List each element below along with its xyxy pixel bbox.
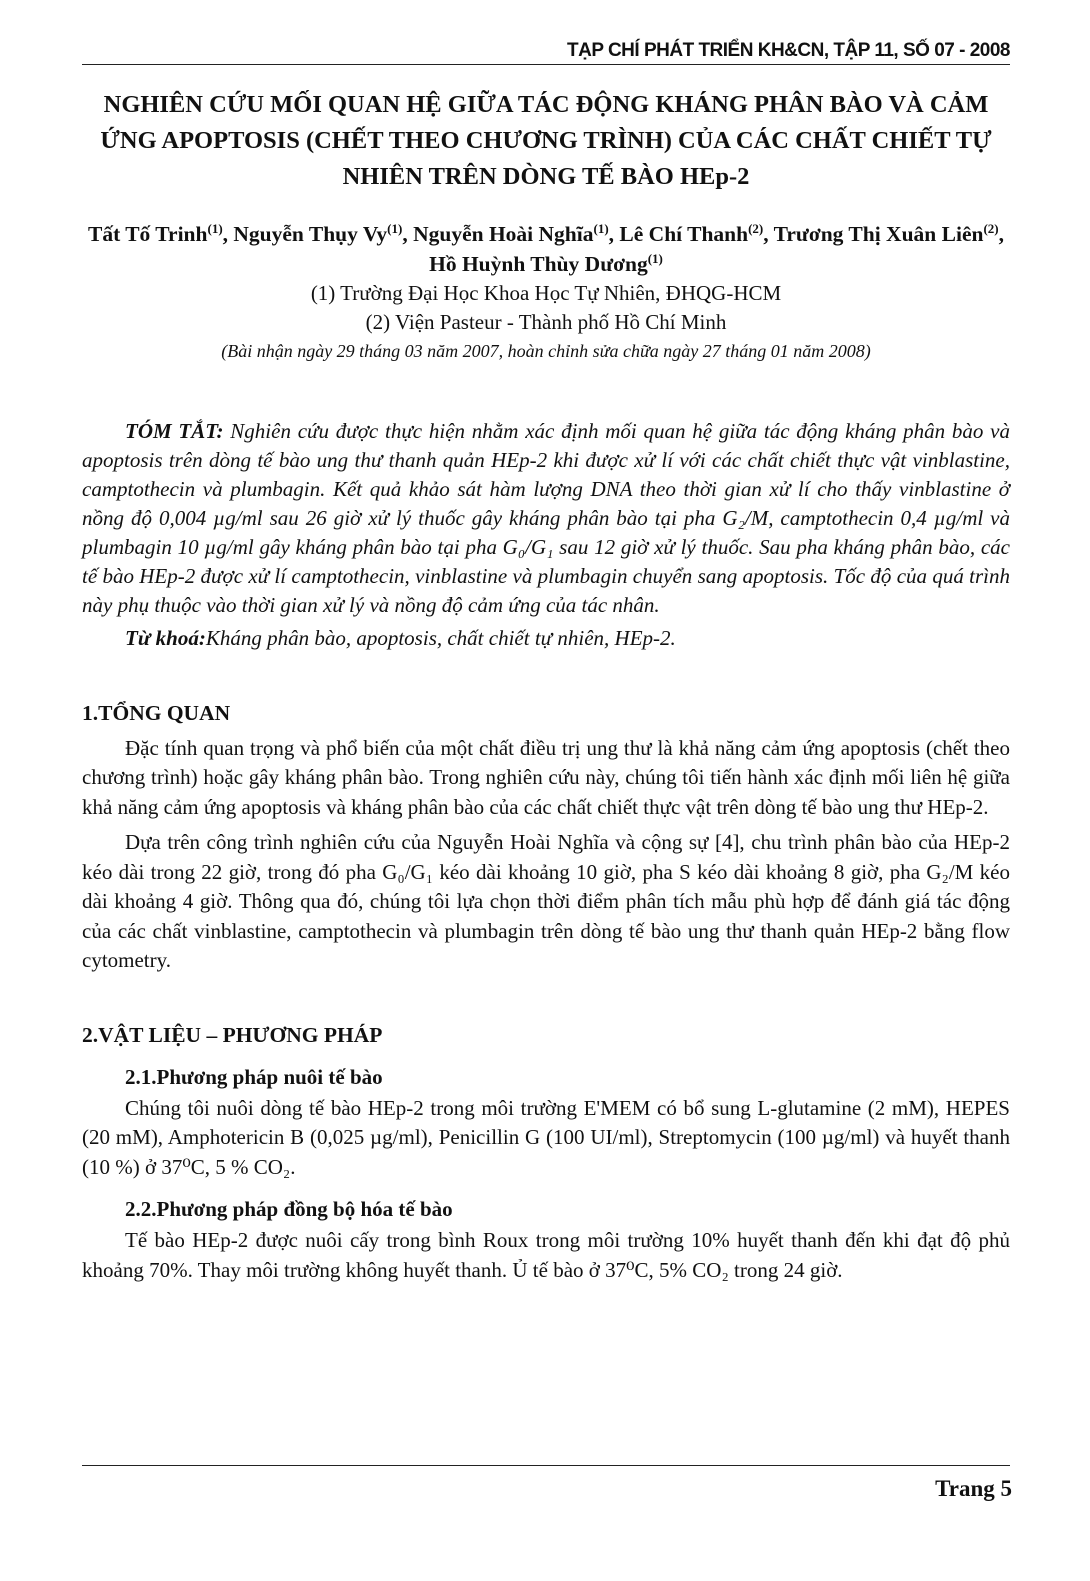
abstract-text: Nghiên cứu được thực hiện nhằm xác định mối quan hệ giữa tác động kháng phân bào và apoptosis trên dòng tế bào ung thư thanh quản HEp-2 khi được xử lí với các chất chiết thực vật vinblastine, camptothecin và plumbagin. Kết quả khảo sát hàm lượng DNA theo thời gian xử lí cho thấy vinblastine ở nồng độ 0,004 µg/ml sau 26 giờ xử lý thuốc gây kháng phân bào tại pha G₂/M, camptothecin 0,4 µg/ml và plumbagin 10 µg/ml gây kháng phân bào tại pha G₀/G₁ sau 12 giờ xử lý thuốc. Sau pha kháng phân bào, các tế bào HEp-2 được xử lí camptothecin, vinblastine và plumbagin chuyển sang apoptosis. Tốc độ của quá trình này phụ thuộc vào thời gian xử lý và nồng độ cảm ứng của tác nhân. bbox=[82, 419, 1010, 617]
section-heading: 1.TỔNG QUAN bbox=[82, 700, 231, 725]
affiliation-2: (2) Viện Pasteur - Thành phố Hồ Chí Minh bbox=[365, 310, 727, 334]
subsection-heading: 2.1.Phương pháp nuôi tế bào bbox=[125, 1064, 383, 1089]
received-date: (Bài nhận ngày 29 tháng 03 năm 2007, hoàn chỉnh sửa chữa ngày 27 tháng 01 năm 2008) bbox=[221, 341, 871, 361]
paragraph: Chúng tôi nuôi dòng tế bào HEp-2 trong môi trường E'MEM có bổ sung L-glutamine (2 mM), HEPES (20 mM), Amphotericin B (0,025 µg/ml), Penicillin G (100 UI/ml), Streptomycin (100 µg/ml) và huyết thanh (10 %) ở 37⁰C, 5 % CO₂. bbox=[82, 1095, 1010, 1179]
page-footer bbox=[82, 1465, 1010, 1506]
journal-header: TẠP CHÍ PHÁT TRIỂN KH&CN, TẬP 11, SỐ 07 - 2008 bbox=[567, 40, 1010, 61]
separator: , bbox=[763, 222, 769, 246]
author: Hồ Huỳnh Thùy Dương bbox=[429, 252, 648, 276]
affiliation-1: (1) Trường Đại Học Khoa Học Tự Nhiên, ĐHQG-HCM bbox=[310, 281, 782, 305]
paragraph: Dựa trên công trình nghiên cứu của Nguyễn Hoài Nghĩa và cộng sự [4], chu trình phân bào của HEp-2 kéo dài trong 22 giờ, trong đó pha G₀/G₁ kéo dài khoảng 10 giờ, pha S kéo dài khoảng 8 giờ, pha G₂/M kéo dài khoảng 4 giờ. Thông qua đó, chúng tôi lựa chọn thời điểm phân tích mẫu phù hợp để đánh giá tác động của các chất vinblastine, camptothecin và plumbagin trên dòng tế bào ung thư thanh quản HEp-2 bằng flow cytometry. bbox=[82, 830, 1010, 972]
keywords-text: Kháng phân bào, apoptosis, chất chiết tự nhiên, HEp-2. bbox=[205, 626, 676, 650]
separator: , bbox=[402, 222, 414, 246]
separator: , bbox=[608, 222, 620, 246]
subsection-heading: 2.2.Phương pháp đồng bộ hóa tế bào bbox=[125, 1197, 453, 1221]
author-affiliation: (1) bbox=[593, 220, 609, 236]
author-affiliation: (1) bbox=[207, 220, 223, 236]
footer-rule bbox=[82, 1465, 1010, 1466]
section-heading: 2.VẬT LIỆU – PHƯƠNG PHÁP bbox=[82, 1022, 383, 1047]
author: Nguyễn Hoài Nghĩa bbox=[413, 222, 594, 246]
author-affiliation: (1) bbox=[387, 220, 403, 236]
author-affiliation: (2) bbox=[983, 220, 999, 236]
author-affiliation: (1) bbox=[647, 250, 663, 266]
keywords bbox=[82, 624, 1010, 654]
author: Nguyễn Thụy Vy bbox=[233, 222, 388, 246]
paragraph: Tế bào HEp-2 được nuôi cấy trong bình Roux trong môi trường 10% huyết thanh đến khi đạt độ phủ khoảng 70%. Thay môi trường không huyết thanh. Ủ tế bào ở 37⁰C, 5% CO₂ trong 24 giờ. bbox=[82, 1228, 1010, 1282]
abstract bbox=[82, 417, 1010, 620]
header-rule bbox=[82, 64, 1010, 65]
abstract-label: TÓM TẮT: bbox=[125, 419, 224, 443]
author: Lê Chí Thanh bbox=[619, 222, 749, 246]
author-list bbox=[82, 219, 1010, 279]
paper-title: NGHIÊN CỨU MỐI QUAN HỆ GIỮA TÁC ĐỘNG KHÁNG PHÂN BÀO VÀ CẢM ỨNG APOPTOSIS (CHẾT THEO CHƯƠNG TRÌNH) CỦA CÁC CHẤT CHIẾT TỰ NHIÊN TRÊN DÒNG TẾ BÀO HEp-2 bbox=[100, 91, 992, 190]
page-content bbox=[82, 0, 1010, 1425]
keywords-label: Từ khoá: bbox=[125, 626, 206, 650]
author: Trương Thị Xuân Liên bbox=[773, 222, 984, 246]
author: Tất Tố Trinh bbox=[87, 222, 208, 246]
paragraph: Đặc tính quan trọng và phổ biến của một chất điều trị ung thư là khả năng cảm ứng apoptosis (chết theo chương trình) hoặc gây kháng phân bào. Trong nghiên cứu này, chúng tôi tiến hành xác định mối liên hệ giữa khả năng cảm ứng apoptosis và kháng phân bào của các chất chiết thực vật trên dòng tế bào ung thư HEp-2. bbox=[82, 735, 1010, 819]
separator: , bbox=[222, 222, 234, 246]
author-affiliation: (2) bbox=[748, 220, 764, 236]
separator: , bbox=[998, 222, 1004, 246]
page-number: Trang 5 bbox=[935, 1476, 1012, 1501]
